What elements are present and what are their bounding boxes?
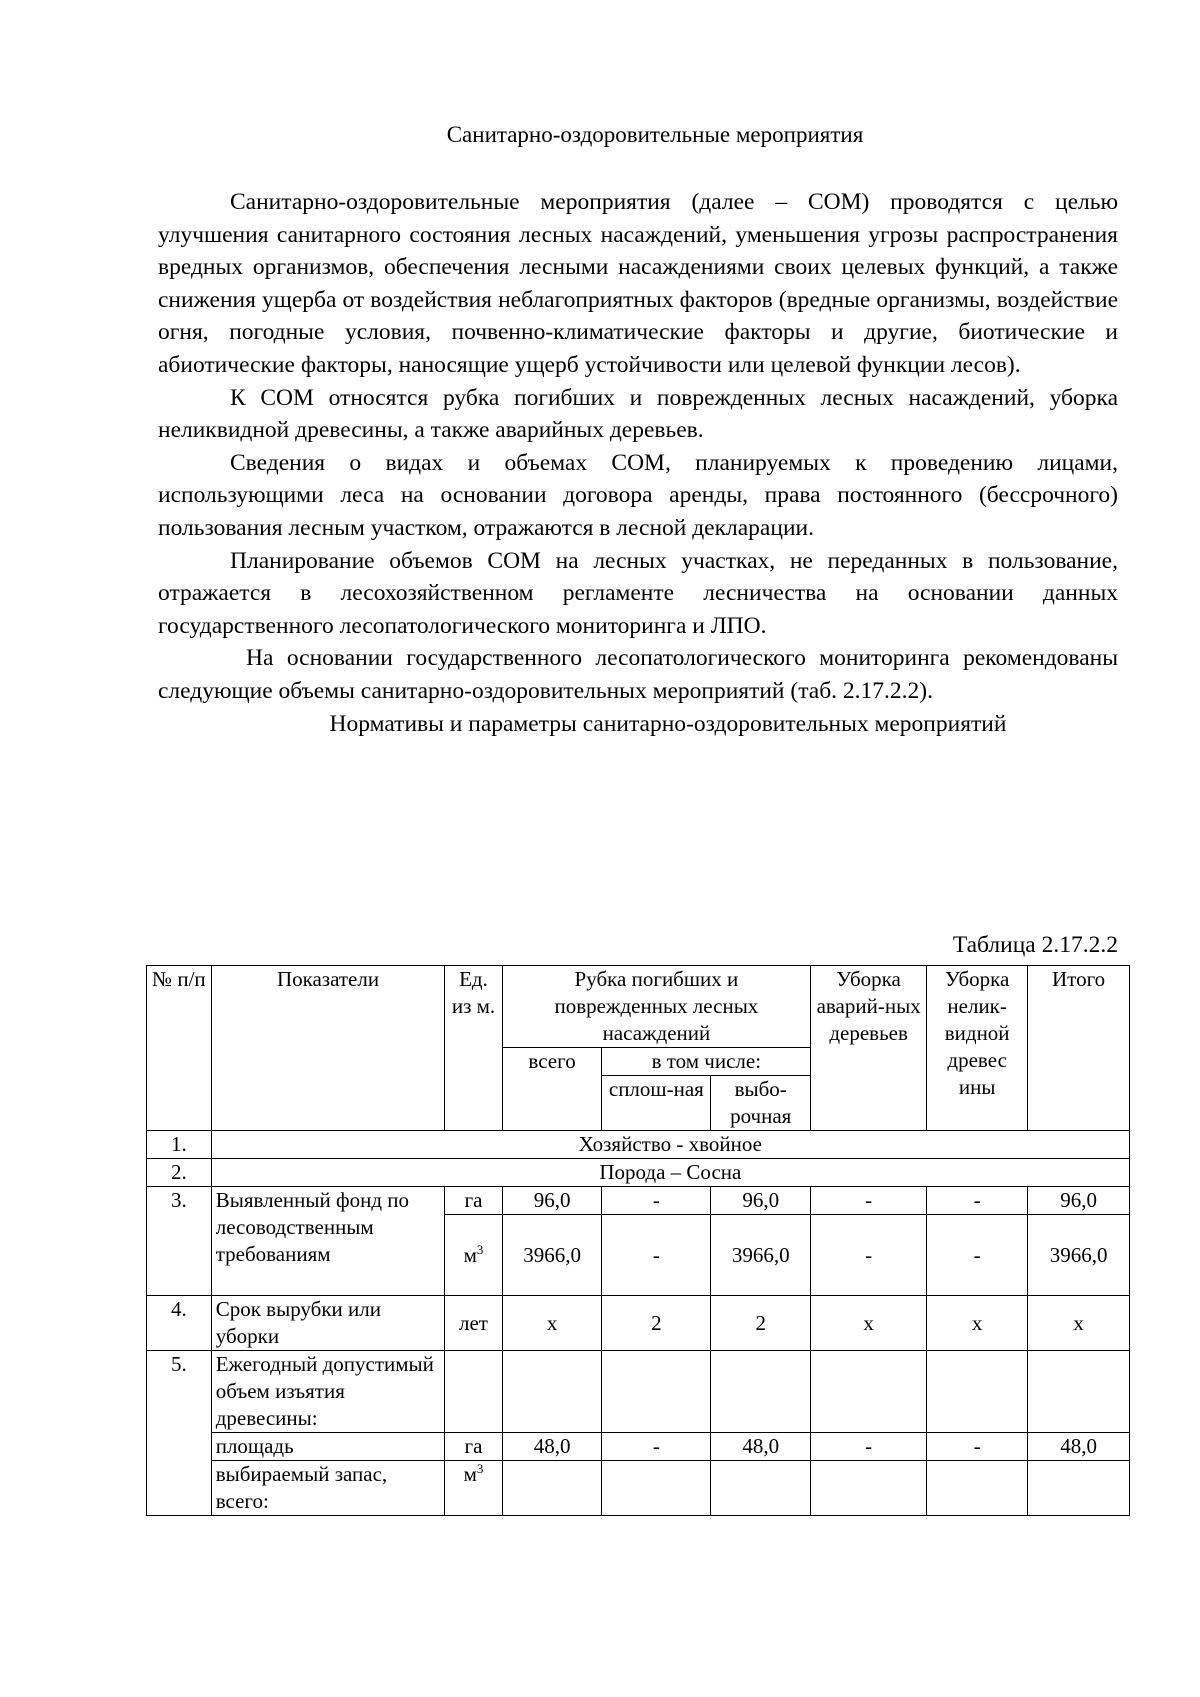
header-emergency: Уборка аварий-ных деревьев <box>811 966 927 1131</box>
row-num: 5. <box>147 1351 212 1516</box>
table-row <box>147 1433 1130 1461</box>
unit-superscript: 3 <box>476 1241 484 1257</box>
cell-value: 96,0 <box>1028 1187 1130 1215</box>
cell-empty <box>1028 1351 1130 1433</box>
cell-empty <box>711 1461 811 1516</box>
cell-value: х <box>811 1296 927 1351</box>
header-indicators: Показатели <box>211 966 445 1131</box>
cell-empty <box>445 1351 502 1433</box>
cell-empty <box>811 1461 927 1516</box>
cell-value: - <box>927 1215 1028 1296</box>
cell-unit: лет <box>445 1296 502 1351</box>
paragraph: Санитарно-оздоровительные мероприятия (далее – СОМ) проводятся с целью улучшения санитарного состояния лесных насаждений, уменьшения угрозы распространения вредных организмов, обеспечения лесными насаждениями своих целевых функций, а также снижения ущерба от воздействия неблагоприятных факторов (вредные организмы, воздействие огня, погодные условия, почвенно-климатические факторы и другие, биотические и абиотические факторы, наносящие ущерб устойчивости или целевой функции лесов). <box>158 189 1118 378</box>
cell-value: - <box>811 1433 927 1461</box>
cell-value: - <box>927 1187 1028 1215</box>
cell-empty <box>811 1351 927 1433</box>
paragraph: К СОМ относятся рубка погибших и поврежденных лесных насаждений, уборка неликвидной древесины, а также аварийных деревьев. <box>158 384 1118 444</box>
cell-value: х <box>502 1296 602 1351</box>
cell-value: 48,0 <box>711 1433 811 1461</box>
cell-empty <box>927 1351 1028 1433</box>
cell-value: - <box>811 1187 927 1215</box>
cell-value: 48,0 <box>1028 1433 1130 1461</box>
unit-superscript: 3 <box>476 1461 484 1476</box>
cell-value: 3966,0 <box>711 1215 811 1296</box>
cell-unit: га <box>445 1187 502 1215</box>
cell-unit <box>445 1215 502 1296</box>
cell-value: - <box>602 1433 711 1461</box>
cell-value: 96,0 <box>502 1187 602 1215</box>
table-row <box>147 1351 1130 1433</box>
cell-unit: га <box>445 1433 502 1461</box>
row-num: 3. <box>147 1187 212 1296</box>
cell-empty <box>502 1351 602 1433</box>
cell-value: 3966,0 <box>1028 1215 1130 1296</box>
cell-value: 2 <box>711 1296 811 1351</box>
table-caption: Таблица 2.17.2.2 <box>952 932 1118 958</box>
paragraph: На основании государственного лесопатологического мониторинга рекомендованы следующие объемы санитарно-оздоровительных мероприятий (таб. 2.17.2.2). <box>158 645 1118 704</box>
row-label: Срок вырубки или уборки <box>211 1296 445 1351</box>
unit-text: м <box>463 1242 477 1267</box>
cell-value: - <box>602 1215 711 1296</box>
header-unit: Ед. из м. <box>445 966 502 1131</box>
header-all: всего <box>502 1048 602 1131</box>
cell-value: - <box>927 1433 1028 1461</box>
cell-empty <box>602 1461 711 1516</box>
cell-empty <box>711 1351 811 1433</box>
row-label: выбираемый запас, всего: <box>211 1461 445 1516</box>
cell-value: х <box>1028 1296 1130 1351</box>
header-total: Итого <box>1028 966 1130 1131</box>
header-num: № п/п <box>147 966 212 1131</box>
header-illiquid: Уборка нелик-видной древес ины <box>927 966 1028 1131</box>
cell-value: х <box>927 1296 1028 1351</box>
cell-unit <box>445 1461 502 1516</box>
table-row <box>147 1187 1130 1215</box>
row-label: Выявленный фонд по лесоводственным требованиям <box>211 1187 445 1296</box>
table-header-row <box>147 966 1130 1048</box>
row-num: 2. <box>147 1159 212 1187</box>
row-label: площадь <box>211 1433 445 1461</box>
header-felling: Рубка погибших и поврежденных лесных насаждений <box>502 966 811 1048</box>
table-row <box>147 1296 1130 1351</box>
paragraph: Планирование объемов СОМ на лесных участках, не переданных в пользование, отражается в лесохозяйственном регламенте лесничества на основании данных государственного лесопатологического мониторинга и ЛПО. <box>158 547 1118 639</box>
cell-empty <box>927 1461 1028 1516</box>
cell-empty <box>602 1351 711 1433</box>
som-table <box>146 965 1130 1516</box>
table-title: Нормативы и параметры санитарно-оздоровительных мероприятий <box>329 710 1007 737</box>
document-title: Санитарно-оздоровительные мероприятия <box>446 122 864 147</box>
document-body <box>158 186 1118 740</box>
table-row <box>147 1461 1130 1516</box>
header-selective: выбо-рочная <box>711 1076 811 1131</box>
cell-value: - <box>811 1215 927 1296</box>
unit-text: м <box>463 1462 477 1486</box>
cell-value: 48,0 <box>502 1433 602 1461</box>
paragraph: Сведения о видах и объемах СОМ, планируемых к проведению лицами, использующими леса на основании договора аренды, права постоянного (бессрочного) пользования лесным участком, отражаются в лесной декларации. <box>158 449 1118 541</box>
cell-value: 96,0 <box>711 1187 811 1215</box>
cell-value: 3966,0 <box>502 1215 602 1296</box>
table-row <box>147 1159 1130 1187</box>
cell-value: - <box>602 1187 711 1215</box>
row-span-text: Порода – Сосна <box>211 1159 1129 1187</box>
table-row <box>147 1131 1130 1159</box>
cell-value: 2 <box>602 1296 711 1351</box>
row-span-text: Хозяйство - хвойное <box>211 1131 1129 1159</box>
cell-empty <box>502 1461 602 1516</box>
row-label: Ежегодный допустимый объем изъятия древесины: <box>211 1351 445 1433</box>
row-num: 4. <box>147 1296 212 1351</box>
cell-empty <box>1028 1461 1130 1516</box>
row-num: 1. <box>147 1131 212 1159</box>
header-including: в том числе: <box>602 1048 811 1076</box>
header-clear: сплош-ная <box>602 1076 711 1131</box>
